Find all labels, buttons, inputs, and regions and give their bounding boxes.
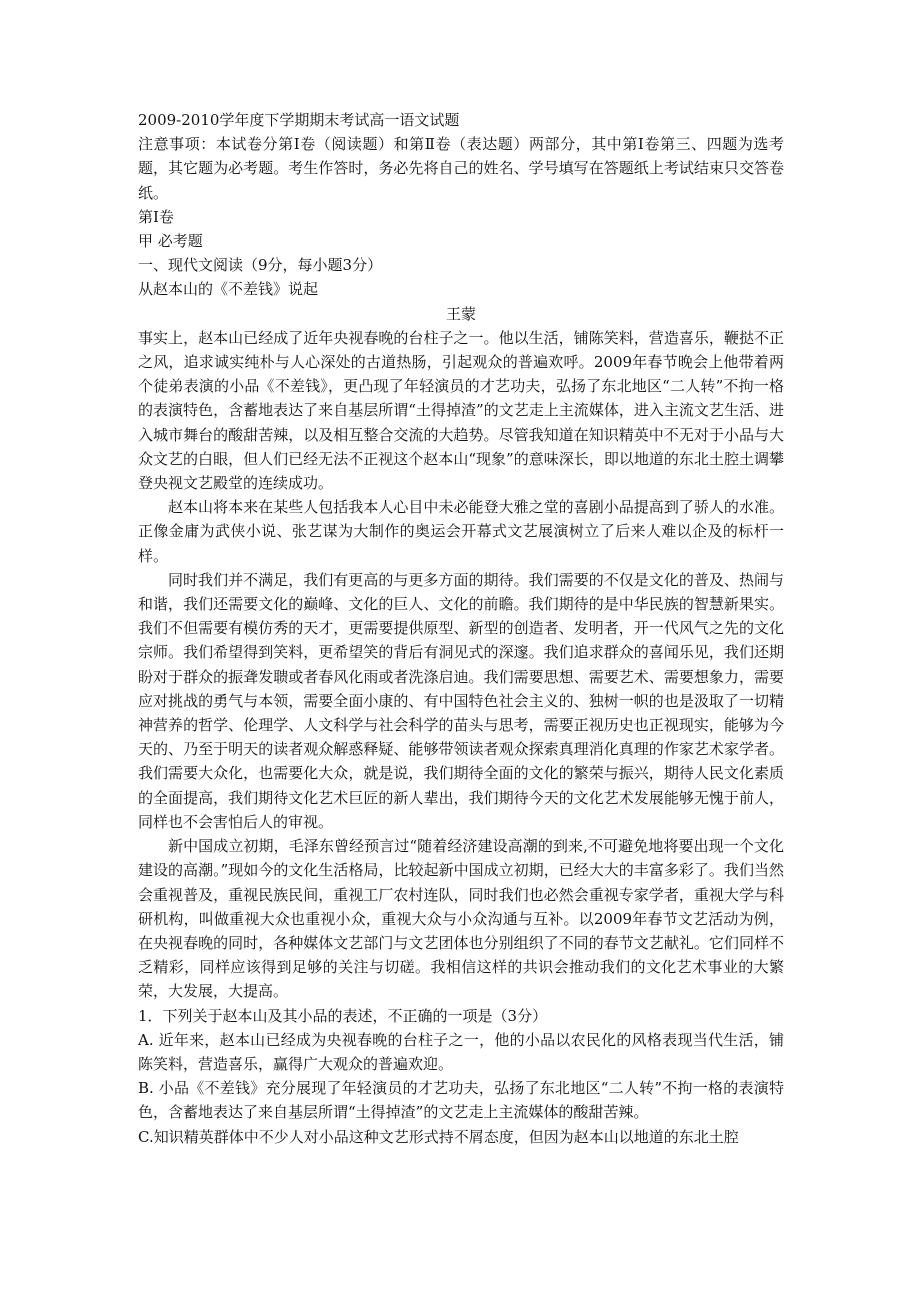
article-paragraph-4: 新中国成立初期，毛泽东曾经预言过“随着经济建设高潮的到来,不可避免地将要出现一个文化建设的高潮。”现如今的文化生活格局，比较起新中国成立初期，已经大大的丰富多彩了。我们当然会重视普及，重视民族民间，重视工厂农村连队，同时我们也必然会重视专家学者，重视大学与科研机构，叫做重视大众也重视小众，重视大众与小众沟通与互补。以2009年春节文艺活动为例，在央视春晚的同时，各种媒体文艺部门与文艺团体也分别组织了不同的春节文艺献礼。它们同样不乏精彩，同样应该得到足够的关注与切磋。我相信这样的共识会推动我们的文化艺术事业的大繁荣，大发展，大提高。 [138, 837, 784, 1001]
article-author: 王蒙 [445, 304, 476, 323]
question-1: 1．下列关于赵本山及其小品的表述，不正确的一项是（3分） [138, 1006, 548, 1025]
article-paragraph-2: 赵本山将本来在某些人包括我本人心目中未必能登大雅之堂的喜剧小品提高到了骄人的水准。正像金庸为武侠小说、张艺谋为大制作的奥运会开幕式文艺展演树立了后来人难以企及的标杆一样。 [138, 498, 784, 565]
section-heading: 一、现代文阅读（9分，每小题3分） [138, 256, 383, 275]
exam-document [138, 108, 784, 1149]
article-title: 从赵本山的《不差钱》说起 [138, 280, 319, 299]
volume-heading: 第Ⅰ卷 [138, 207, 174, 226]
option-a: A. 近年来，赵本山已经成为央视春晚的台柱子之一，他的小品以农民化的风格表现当代生活，铺陈笑料，营造喜乐，赢得广大观众的普遍欢迎。 [138, 1030, 784, 1073]
option-b: B. 小品《不差钱》充分展现了年轻演员的才艺功夫，弘扬了东北地区“二人转”不拘一格的表演特色，含蓄地表达了来自基层所谓“土得掉渣”的文艺走上主流媒体的酸甜苦辣。 [138, 1079, 784, 1122]
exam-title: 2009-2010学年度下学期期末考试高一语文试题 [138, 111, 460, 129]
article-paragraph-3: 同时我们并不满足，我们有更高的与更多方面的期待。我们需要的不仅是文化的普及、热闹与和谐，我们还需要文化的巅峰、文化的巨人、文化的前瞻。我们期待的是中华民族的智慧新果实。我们不但需要有模仿秀的天才，更需要提供原型、新型的创造者、发明者，开一代风气之先的文化宗师。我们希望得到笑料，更希望笑的背后有洞见式的深邃。我们追求群众的喜闻乐见，我们还期盼对于群众的振聋发聩或者春风化雨或者洗涤启迪。我们需要思想、需要艺术、需要想象力，需要应对挑战的勇气与本领，需要全面小康的、有中国特色社会主义的、独树一帜的也是汲取了一切精神营养的哲学、伦理学、人文科学与社会科学的苗头与思考，需要正视历史也正视现实，能够为今天的、乃至于明天的读者观众解惑释疑、能够带领读者观众探索真理消化真理的作家艺术家学者。我们需要大众化，也需要化大众，就是说，我们期待全面的文化的繁荣与振兴，期待人民文化素质的全面提高，我们期待文化艺术巨匠的新人辈出，我们期待今天的文化艺术发展能够无愧于前人，同样也不会害怕后人的审视。 [138, 570, 784, 831]
article-paragraph-1: 事实上，赵本山已经成了近年央视春晚的台柱子之一。他以生活，铺陈笑料，营造喜乐，鞭挞不正之风，追求诚实纯朴与人心深处的古道热肠，引起观众的普遍欢呼。2009年春节晚会上他带着两个徒弟表演的小品《不差钱》，更凸现了年轻演员的才艺功夫，弘扬了东北地区“二人转”不拘一格的表演特色，含蓄地表达了来自基层所谓“土得掉渣”的文艺走上主流媒体，进入主流文艺生活、进入城市舞台的酸甜苦辣，以及相互整合交流的大趋势。尽管我知道在知识精英中不无对于小品与大众文艺的白眼，但人们已经无法不正视这个赵本山“现象”的意味深长，即以地道的东北土腔土调攀登央视文艺殿堂的连续成功。 [138, 328, 784, 493]
option-c: C.知识精英群体中不少人对小品这种文艺形式持不屑态度，但因为赵本山以地道的东北土腔 [138, 1127, 739, 1146]
part-heading: 甲 必考题 [138, 232, 203, 251]
exam-notice: 注意事项：本试卷分第Ⅰ卷（阅读题）和第Ⅱ卷（表达题）两部分，其中第Ⅰ卷第三、四题为选考题，其它题为必考题。考生作答时，务必先将自己的姓名、学号填写在答题纸上考试结束只交答卷纸。 [138, 135, 784, 202]
